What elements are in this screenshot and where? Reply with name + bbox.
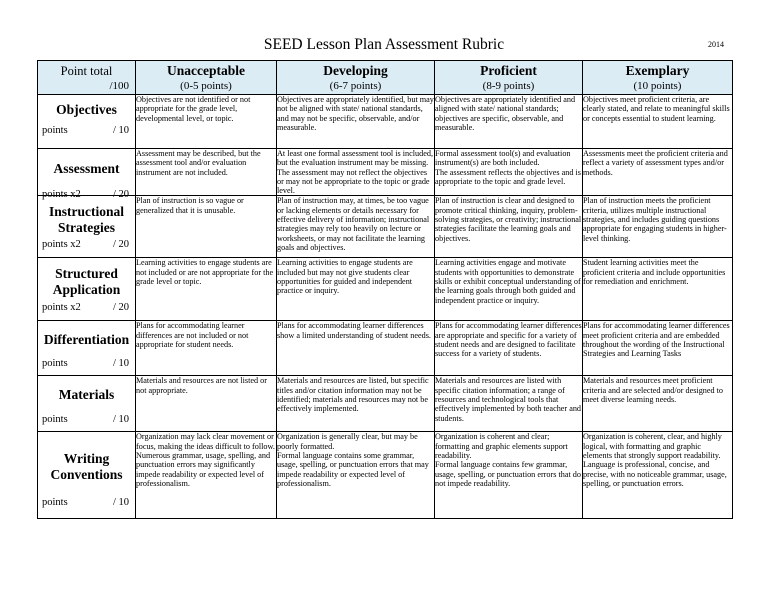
descriptor-text: Learning activities to engage students are included but may not give students clear opportunities for guided and independent practice or inquiry. <box>277 258 413 296</box>
rubric-row <box>38 149 733 196</box>
descriptor-cell-developing <box>277 149 435 196</box>
criterion-name <box>38 332 135 348</box>
level-name: Proficient <box>480 63 537 78</box>
descriptor-cell-unacceptable <box>136 376 277 432</box>
criterion-name <box>38 102 135 118</box>
points-max: / 10 <box>112 358 129 370</box>
points-max: / 20 <box>112 302 129 314</box>
descriptor-cell-exemplary <box>583 95 733 149</box>
rubric-row <box>38 321 733 376</box>
level-name: Unacceptable <box>167 63 245 78</box>
criterion-points <box>42 414 129 425</box>
descriptor-text: Objectives meet proficient criteria, are clearly stated, and relate to meaningful skills or concepts essential to student learning. <box>583 95 730 123</box>
descriptor-text: Materials and resources are listed with specific citation information; a range of resources and technological tools that effectively implemented by both teacher and students. <box>435 376 582 423</box>
descriptor-cell-developing <box>277 376 435 432</box>
criterion-name-line: Objectives <box>56 102 117 117</box>
criterion-points <box>42 125 129 136</box>
rubric-row <box>38 376 733 432</box>
descriptor-text: Plans for accommodating learner differences meet proficient criteria and are embedded throughout the wording of the Instructional Strategies and Learning Tasks <box>583 321 730 359</box>
page-title: SEED Lesson Plan Assessment Rubric <box>263 36 505 53</box>
header-row <box>38 61 733 95</box>
descriptor-text: Assessment may be described, but the assessment tool and/or evaluation instrument are not included. <box>136 149 261 177</box>
descriptor-text: Plans for accommodating learner differences are appropriate and specific for a variety of student needs and are designed to facilitate success for a variety of students. <box>435 321 582 359</box>
criterion-name-line: Differentiation <box>43 332 130 348</box>
descriptor-text: Plans for accommodating learner differences are not included or not appropriate for student needs. <box>136 321 249 350</box>
descriptor-text: Objectives are appropriately identified, but may not be aligned with state/ national standards, and may not be specific, observable, and/or measurable. <box>277 95 434 132</box>
descriptor-cell-unacceptable <box>136 321 277 376</box>
descriptor-text: Learning activities to engage students are not included or are not appropriate for the grade level or topic. <box>136 258 274 287</box>
criterion-name <box>38 204 135 236</box>
criterion-name <box>38 451 135 483</box>
point-total-header <box>38 61 136 95</box>
criterion-name <box>38 266 135 298</box>
criterion-points <box>42 497 129 508</box>
points-max: / 10 <box>112 414 129 426</box>
criterion-name <box>38 161 135 177</box>
descriptor-text: Learning activities engage and motivate students with opportunities to demonstrate skills or exhibit conceptual understanding of the learning goals through both guided and independent practice or inquiry. <box>435 258 581 305</box>
descriptor-text: Plan of instruction meets the proficient criteria, utilizes multiple instructional strategies, and includes guiding questions appropriate for engaging students in higher-level thinking. <box>583 196 727 243</box>
criterion-cell <box>38 376 136 432</box>
descriptor-cell-developing <box>277 95 435 149</box>
criterion-name-line: Materials <box>58 387 115 403</box>
descriptor-text: Plans for accommodating learner differences show a limited understanding of student needs. <box>277 321 431 340</box>
descriptor-cell-developing <box>277 321 435 376</box>
criterion-cell <box>38 149 136 200</box>
descriptor-text: Materials and resources are not listed or not appropriate. <box>136 376 267 395</box>
descriptor-cell-proficient <box>435 95 583 149</box>
points-label: points x2 <box>42 239 81 251</box>
descriptor-cell-proficient <box>435 196 583 258</box>
descriptor-cell-proficient <box>435 258 583 321</box>
criterion-name-line: Structured <box>55 266 118 282</box>
level-header-developing <box>277 61 435 95</box>
descriptor-cell-developing <box>277 258 435 321</box>
points-label: points x2 <box>42 189 81 200</box>
descriptor-text: Materials and resources are listed, but specific titles and/or citation information may not be identified; materials and resources may not be effectively implemented. <box>277 376 429 414</box>
criterion-cell <box>38 432 136 519</box>
point-total-label: Point total <box>60 64 113 78</box>
descriptor-text: Plan of instruction is clear and designed to promote critical thinking, inquiry, problem-solving strategies, or creativity; instructional strategies facilitate the learning goals and objectives. <box>435 196 582 243</box>
descriptor-cell-exemplary <box>583 321 733 376</box>
descriptor-text: Organization may lack clear movement or focus, making the ideas difficult to follow. Numerous grammar, usage, spelling, and punctuation errors may significantly impede readability or expected level of professionalism. <box>136 432 275 488</box>
criterion-cell <box>38 321 136 376</box>
level-name: Developing <box>323 63 388 78</box>
level-range: (8-9 points) <box>482 80 535 92</box>
descriptor-cell-developing <box>277 432 435 519</box>
points-label: points <box>42 497 68 509</box>
level-range: (10 points) <box>633 80 682 92</box>
descriptor-cell-exemplary <box>583 376 733 432</box>
rubric-row <box>38 95 733 149</box>
rubric-body <box>38 95 733 519</box>
descriptor-text: At least one formal assessment tool is included, but the evaluation instrument may be missing. The assessment may not reflect the objectives or may not be appropriate to the topic or grade level. <box>277 149 433 196</box>
criterion-name-line: Writing <box>63 451 110 467</box>
descriptor-text: Organization is generally clear, but may be poorly formatted. Formal language contains some grammar, usage, spelling, or punctuation errors that may impede readability or expected level of professionalism. <box>277 432 429 488</box>
rubric-row <box>38 196 733 258</box>
descriptor-cell-unacceptable <box>136 258 277 321</box>
descriptor-text: Organization is coherent, clear, and highly logical, with formatting and graphic elements that strongly support readability. Language is professional, concise, and precise, with no noticeable grammar, usage, spelling, or punctuation errors. <box>583 432 727 488</box>
descriptor-text: Plan of instruction is so vague or generalized that it is unusable. <box>136 196 244 215</box>
level-header-proficient <box>435 61 583 95</box>
descriptor-cell-exemplary <box>583 258 733 321</box>
level-header-unacceptable <box>136 61 277 95</box>
criterion-cell <box>38 95 136 149</box>
criterion-cell <box>38 196 136 258</box>
criterion-points <box>42 239 129 250</box>
level-name: Exemplary <box>625 63 690 78</box>
descriptor-text: Objectives are appropriately identified and aligned with state/ national standards; objectives are specific, observable, and measurable. <box>435 95 576 132</box>
descriptor-cell-unacceptable <box>136 196 277 258</box>
descriptor-cell-proficient <box>435 376 583 432</box>
criterion-points <box>42 358 129 369</box>
descriptor-text: Materials and resources meet proficient criteria and are selected and/or designed to meet diverse learning needs. <box>583 376 724 405</box>
criterion-points <box>42 302 129 313</box>
year-label: 2014 <box>708 40 724 49</box>
descriptor-cell-developing <box>277 196 435 258</box>
level-header-exemplary <box>583 61 733 95</box>
descriptor-cell-unacceptable <box>136 149 277 196</box>
descriptor-cell-unacceptable <box>136 432 277 519</box>
points-label: points <box>42 414 68 426</box>
points-label: points x2 <box>42 302 81 314</box>
descriptor-text: Formal assessment tool(s) and evaluation instrument(s) are both included. The assessment reflects the objectives and is appropriate to the topic and grade level. <box>435 149 581 186</box>
criterion-name <box>38 387 135 403</box>
descriptor-text: Organization is coherent and clear; formatting and graphic elements support readability. Formal language contains few grammar, usage, spelling, or punctuation errors that do not impede readability. <box>435 432 581 488</box>
points-max: / 20 <box>112 239 129 251</box>
descriptor-text: Objectives are not identified or not appropriate for the grade level, developmental level, or topic. <box>136 95 251 123</box>
criterion-cell <box>38 258 136 321</box>
rubric-table <box>37 60 733 519</box>
descriptor-cell-proficient <box>435 321 583 376</box>
points-max: / 10 <box>112 497 129 509</box>
rubric-row <box>38 432 733 519</box>
descriptor-text: Student learning activities meet the proficient criteria and include opportunities for remediation and enrichment. <box>583 258 726 287</box>
point-total-max: /100 <box>109 80 129 92</box>
criterion-name-line: Conventions <box>50 467 123 483</box>
level-range: (6-7 points) <box>329 80 382 92</box>
criterion-name-line: Instructional <box>48 204 124 220</box>
descriptor-cell-exemplary <box>583 149 733 196</box>
criterion-name-line: Assessment <box>53 161 120 176</box>
rubric-row <box>38 258 733 321</box>
descriptor-cell-exemplary <box>583 196 733 258</box>
points-max: / 20 <box>112 189 129 200</box>
descriptor-cell-exemplary <box>583 432 733 519</box>
descriptor-text: Assessments meet the proficient criteria and reflect a variety of assessment types and/or methods. <box>583 149 728 177</box>
criterion-name-line: Application <box>52 282 121 298</box>
level-range: (0-5 points) <box>180 80 232 92</box>
points-label: points <box>42 358 68 370</box>
criterion-name-line: Strategies <box>58 220 115 236</box>
descriptor-text: Plan of instruction may, at times, be too vague or lacking elements or details necessary for effective delivery of information; instructional strategies may rely too heavily on lecture or worksheets, or may not facilitate the learning goals and objectives. <box>277 196 430 252</box>
points-label: points <box>42 125 68 136</box>
descriptor-cell-proficient <box>435 149 583 196</box>
descriptor-cell-unacceptable <box>136 95 277 149</box>
descriptor-cell-proficient <box>435 432 583 519</box>
points-max: / 10 <box>112 125 129 136</box>
